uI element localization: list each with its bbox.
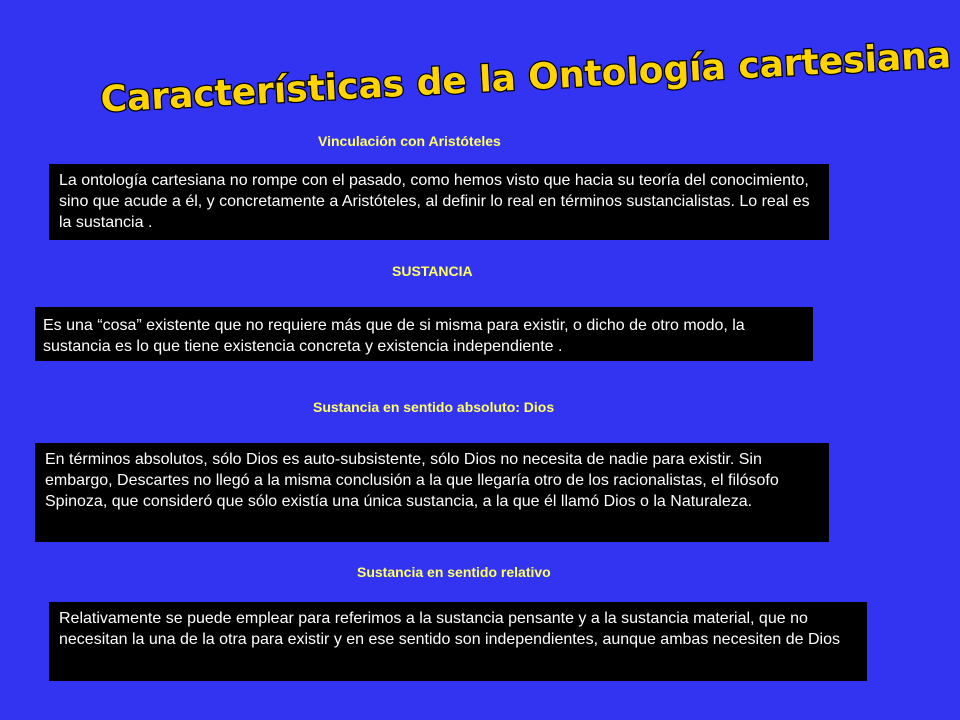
section-heading-relativo: Sustancia en sentido relativo [357, 564, 551, 580]
section-heading-aristoteles: Vinculación con Aristóteles [318, 133, 501, 149]
slide-title-art [90, 28, 953, 121]
slide-title: Características de la Ontología cartesiana [99, 35, 953, 121]
section-heading-sustancia: SUSTANCIA [392, 263, 473, 279]
text-box-aristoteles: La ontología cartesiana no rompe con el pasado, como hemos visto que hacia su teoría del conocimiento, sino que acude a él, y concretamente a Aristóteles, al definir lo real en términos sustancialistas. Lo real es la sustancia . [49, 164, 829, 240]
text-box-sustancia: Es una “cosa” existente que no requiere más que de si misma para existir, o dicho de otro modo, la sustancia es lo que tiene existencia concreta y existencia independiente . [35, 307, 813, 361]
section-heading-absoluto: Sustancia en sentido absoluto: Dios [313, 399, 555, 415]
text-box-relativo: Relativamente se puede emplear para referimos a la sustancia pensante y a la sustancia material, que no necesitan la una de la otra para existir y en ese sentido son independientes, aunque ambas necesiten de Dios [49, 602, 867, 681]
text-box-absoluto: En términos absolutos, sólo Dios es auto-subsistente, sólo Dios no necesita de nadie para existir. Sin embargo, Descartes no llegó a la misma conclusión a la que llegaría otro de los racionalistas, el filósofo Spinoza, que consideró que sólo existía una única sustancia, a la que él llamó Dios o la Naturaleza. [35, 443, 829, 542]
